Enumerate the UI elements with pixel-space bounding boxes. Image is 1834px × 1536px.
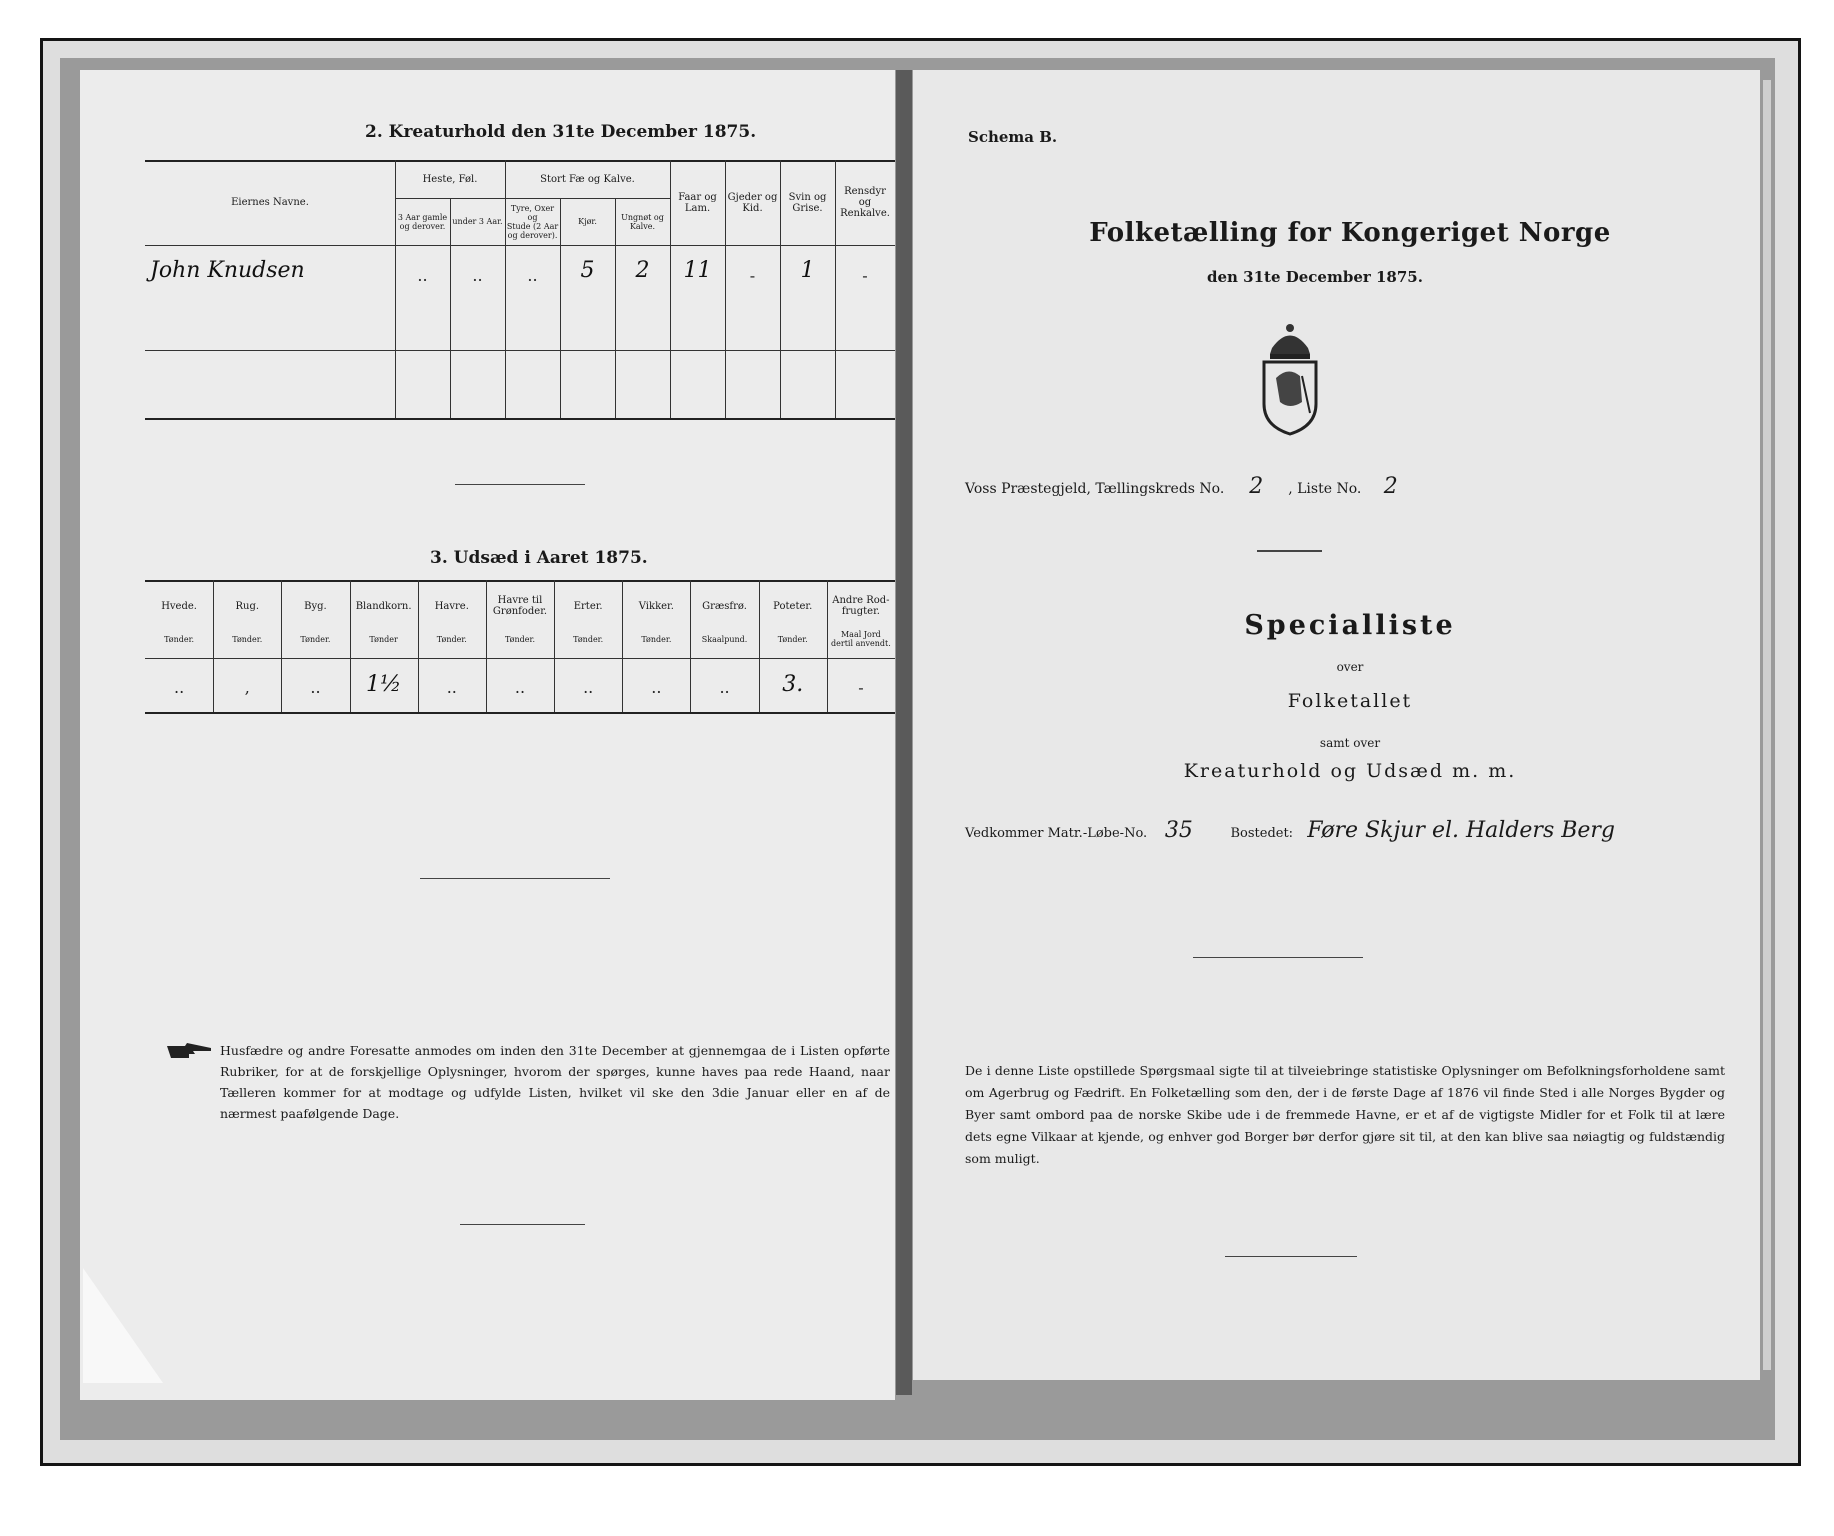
book-spine <box>896 70 912 1395</box>
table3-top-rule <box>145 580 895 582</box>
matr-number: 35 <box>1164 818 1193 843</box>
sheep-value: 11 <box>683 258 712 283</box>
kreaturhold-text: Kreaturhold og Udsæd m. m. <box>1183 760 1517 782</box>
sowing-col-unit: Tønder. <box>641 634 672 644</box>
col-cattle-header: Stort Fæ og Kalve. <box>540 173 635 185</box>
samt-over-text: samt over <box>1319 736 1381 750</box>
sowing-col-unit: Tønder. <box>436 634 467 644</box>
divider <box>420 878 610 879</box>
sowing-value: .. <box>310 678 321 697</box>
over-text: over <box>1336 660 1364 674</box>
cattle-young-value: 2 <box>635 258 650 283</box>
sowing-value: .. <box>174 678 185 697</box>
right-page <box>913 70 1760 1380</box>
district-line <box>965 474 1416 499</box>
sowing-col-header: Vikker. <box>638 600 674 612</box>
table3-header-rule <box>145 658 895 659</box>
col-pigs-header: Svin og Grise. <box>788 191 827 214</box>
sowing-col-header: Poteter. <box>773 600 813 612</box>
specialliste-title: Specialliste <box>1244 610 1456 641</box>
sowing-col-header: Blandkorn. <box>355 600 412 612</box>
table3-bottom-rule <box>145 712 895 714</box>
col-owner-header: Eiernes Navne. <box>231 197 309 208</box>
sowing-col-header: Erter. <box>573 600 603 612</box>
schema-label: Schema B. <box>968 128 1058 146</box>
col-cattle-cows-header: Kjør. <box>578 217 597 226</box>
reindeer-value: - <box>862 266 868 285</box>
col-reindeer-header: Rensdyr og Renkalve. <box>840 186 890 219</box>
goats-value: - <box>749 266 756 285</box>
col-horses-header: Heste, Føl. <box>422 173 478 185</box>
section2-heading: 2. Kreaturhold den 31te December 1875. <box>365 122 757 142</box>
folded-corner <box>83 1268 163 1383</box>
property-line <box>965 818 1615 843</box>
col-sheep-header: Faar og Lam. <box>678 191 717 214</box>
liste-number: 2 <box>1383 474 1398 499</box>
divider <box>460 1224 585 1225</box>
prestegjeld-label: Voss Præstegjeld, Tællingskreds No. <box>965 481 1225 497</box>
sowing-value: 3. <box>782 672 804 697</box>
sowing-col-unit: Tønder. <box>232 634 263 644</box>
horses-young-value: .. <box>472 266 483 285</box>
pigs-value: 1 <box>800 258 815 283</box>
pointing-hand-icon <box>165 1040 213 1062</box>
divider <box>1193 957 1363 958</box>
page-edge <box>1763 80 1771 1370</box>
col-cattle-young-header: Ungnøt og Kalve. <box>621 212 664 231</box>
divider <box>455 484 585 485</box>
section3-heading: 3. Udsæd i Aaret 1875. <box>430 548 648 568</box>
col-horses-old-header: 3 Aar gamle og derover. <box>397 212 448 231</box>
sowing-col-unit: Tønder. <box>164 634 195 644</box>
sowing-value: .. <box>446 678 457 697</box>
cattle-bulls-value: .. <box>527 266 538 285</box>
sowing-value: .. <box>583 678 594 697</box>
sowing-value: 1½ <box>365 672 402 697</box>
sowing-col-header: Andre Rod- frugter. <box>832 595 890 617</box>
sowing-value: .. <box>719 678 730 697</box>
bostedet-label: Bostedet: <box>1230 826 1294 841</box>
kreds-number: 2 <box>1249 474 1264 499</box>
col-horses-young-header: under 3 Aar. <box>452 217 503 226</box>
col-cattle-bulls-header: Tyre, Oxer og Stude (2 Aar og derover). <box>506 203 559 240</box>
horses-old-value: .. <box>417 266 428 285</box>
sowing-col-unit: Maal Jord dertil anvendt. <box>831 630 891 648</box>
sowing-col-header: Havre til Grønfoder. <box>492 595 548 617</box>
sowing-col-header: Byg. <box>304 600 327 612</box>
page-title: Folketælling for Kongeriget Norge <box>1089 218 1611 248</box>
sowing-col-header: Hvede. <box>161 600 197 612</box>
sowing-col-unit: Tønder. <box>504 634 535 644</box>
sowing-col-unit: Skaalpund. <box>701 634 748 644</box>
bostedet-value: Føre Skjur el. Halders Berg <box>1307 818 1616 843</box>
matr-label: Vedkommer Matr.-Løbe-No. <box>965 826 1148 841</box>
sowing-value: - <box>858 678 864 697</box>
sowing-col-unit: Tønder <box>369 634 398 644</box>
sowing-col-header: Havre. <box>434 600 469 612</box>
table2-bottom-rule <box>145 418 895 420</box>
sowing-col-unit: Tønder. <box>300 634 331 644</box>
sowing-value: .. <box>514 678 526 697</box>
explanatory-paragraph: De i denne Liste opstillede Spørgsmaal sigte til at tilveiebringe statistiske Oplysninger om Befolkningsforholdene samt om Agerbrug og Fædrift. En Folketælling som den, der i de første Dage af 1876 vil finde Sted i alle Norges Bygder og Byer samt ombord paa de norske Skibe ude i de fremmede Havne, er et af de vigtigste Midler for et Folk til at lære dets egne Vilkaar at kjende, og enhver god Borger bør derfor gjøre sit til, at den kan blive saa nøiagtig og fuldstændig som muligt. <box>965 1063 1725 1166</box>
instructions-notice: Husfædre og andre Foresatte anmodes om inden den 31te December at gjennemgaa de i Listen opførte Rubriker, for at de forskjellige Oplysninger, hvorom der spørges, kunne haves paa rede Haand, naar Tælleren kommer for at modtage og udfylde Listen, hvilket vil ske den 3die Januar eller en af de nærmest paafølgende Dage. <box>220 1043 890 1121</box>
table2-header-rule <box>145 245 895 246</box>
liste-label: , Liste No. <box>1288 481 1362 497</box>
owner-name: John Knudsen <box>150 258 305 283</box>
page-subtitle: den 31te December 1875. <box>1207 268 1423 286</box>
col-goats-header: Gjeder og Kid. <box>727 191 778 214</box>
sowing-col-unit: Tønder. <box>573 634 604 644</box>
sowing-col-header: Græsfrø. <box>702 600 747 612</box>
sowing-col-unit: Tønder. <box>777 634 808 644</box>
folketallet-text: Folketallet <box>1287 690 1413 712</box>
divider <box>1225 1256 1357 1257</box>
coat-of-arms-icon <box>1250 318 1330 438</box>
cattle-cows-value: 5 <box>580 258 595 283</box>
table2-row-rule <box>145 350 895 351</box>
sowing-value: , <box>244 678 250 697</box>
sowing-col-header: Rug. <box>235 600 260 612</box>
sowing-value: .. <box>651 678 662 697</box>
divider <box>1257 550 1322 552</box>
